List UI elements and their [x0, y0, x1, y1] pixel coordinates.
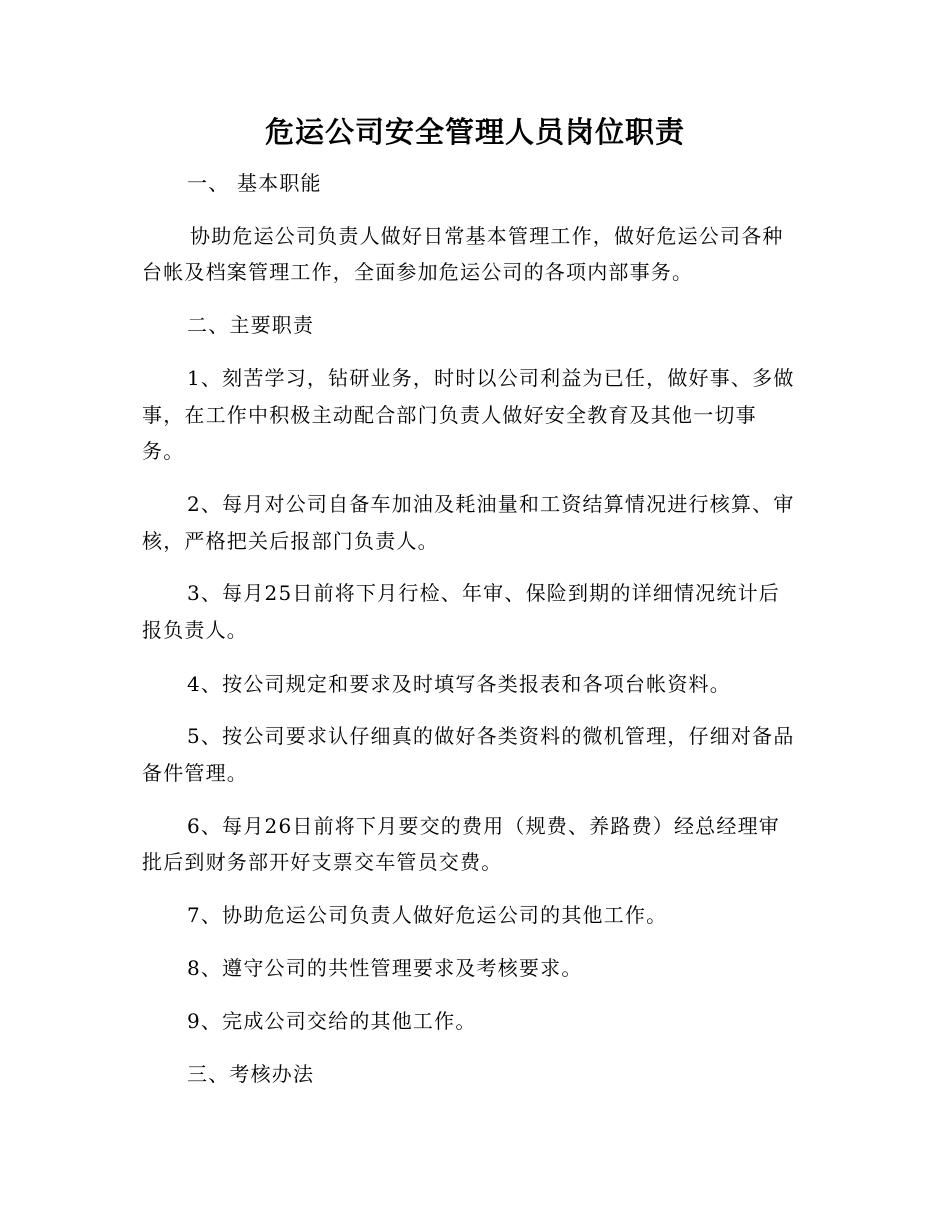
duty-item-1-line: 事，在工作中积极主动配合部门负责人做好安全教育及其他一切事 — [142, 403, 757, 427]
duty-item-2-line: 2、每月对公司自备车加油及耗油量和工资结算情况进行核算、审 — [187, 492, 795, 516]
duty-item-6-line: 批后到财务部开好支票交车管员交费。 — [142, 850, 503, 874]
duty-item-9-line: 9、完成公司交给的其他工作。 — [187, 1009, 477, 1033]
section-heading-basic-functions: 一、 基本职能 — [187, 171, 322, 195]
duty-item-7-line: 7、协助危运公司负责人做好危运公司的其他工作。 — [187, 903, 668, 927]
duty-item-1-line: 1、刻苦学习，钻研业务，时时以公司利益为已任，做好事、多做 — [187, 366, 795, 390]
section1-paragraph-line: 协助危运公司负责人做好日常基本管理工作，做好危运公司各种 — [190, 224, 784, 248]
document-title: 危运公司安全管理人员岗位职责 — [264, 115, 685, 149]
duty-item-3-line: 报负责人。 — [142, 618, 248, 642]
duty-item-4-line: 4、按公司规定和要求及时填写各类报表和各项台帐资料。 — [187, 672, 731, 696]
duty-item-5-line: 备件管理。 — [142, 761, 248, 785]
duty-item-1-line: 务。 — [142, 439, 185, 463]
duty-item-2-line: 核，严格把关后报部门负责人。 — [142, 529, 439, 553]
duty-item-8-line: 8、遵守公司的共性管理要求及考核要求。 — [187, 956, 583, 980]
duty-item-6-line: 6、每月26日前将下月要交的费用（规费、养路费）经总经理审 — [187, 814, 780, 838]
section1-paragraph-line: 台帐及档案管理工作，全面参加危运公司的各项内部事务。 — [142, 260, 694, 284]
duty-item-3-line: 3、每月25日前将下月行检、年审、保险到期的详细情况统计后 — [187, 581, 780, 605]
section-heading-assessment: 三、考核办法 — [187, 1062, 315, 1086]
section-heading-main-duties: 二、主要职责 — [187, 313, 315, 337]
duty-item-5-line: 5、按公司要求认仔细真的做好各类资料的微机管理，仔细对备品 — [187, 724, 795, 748]
